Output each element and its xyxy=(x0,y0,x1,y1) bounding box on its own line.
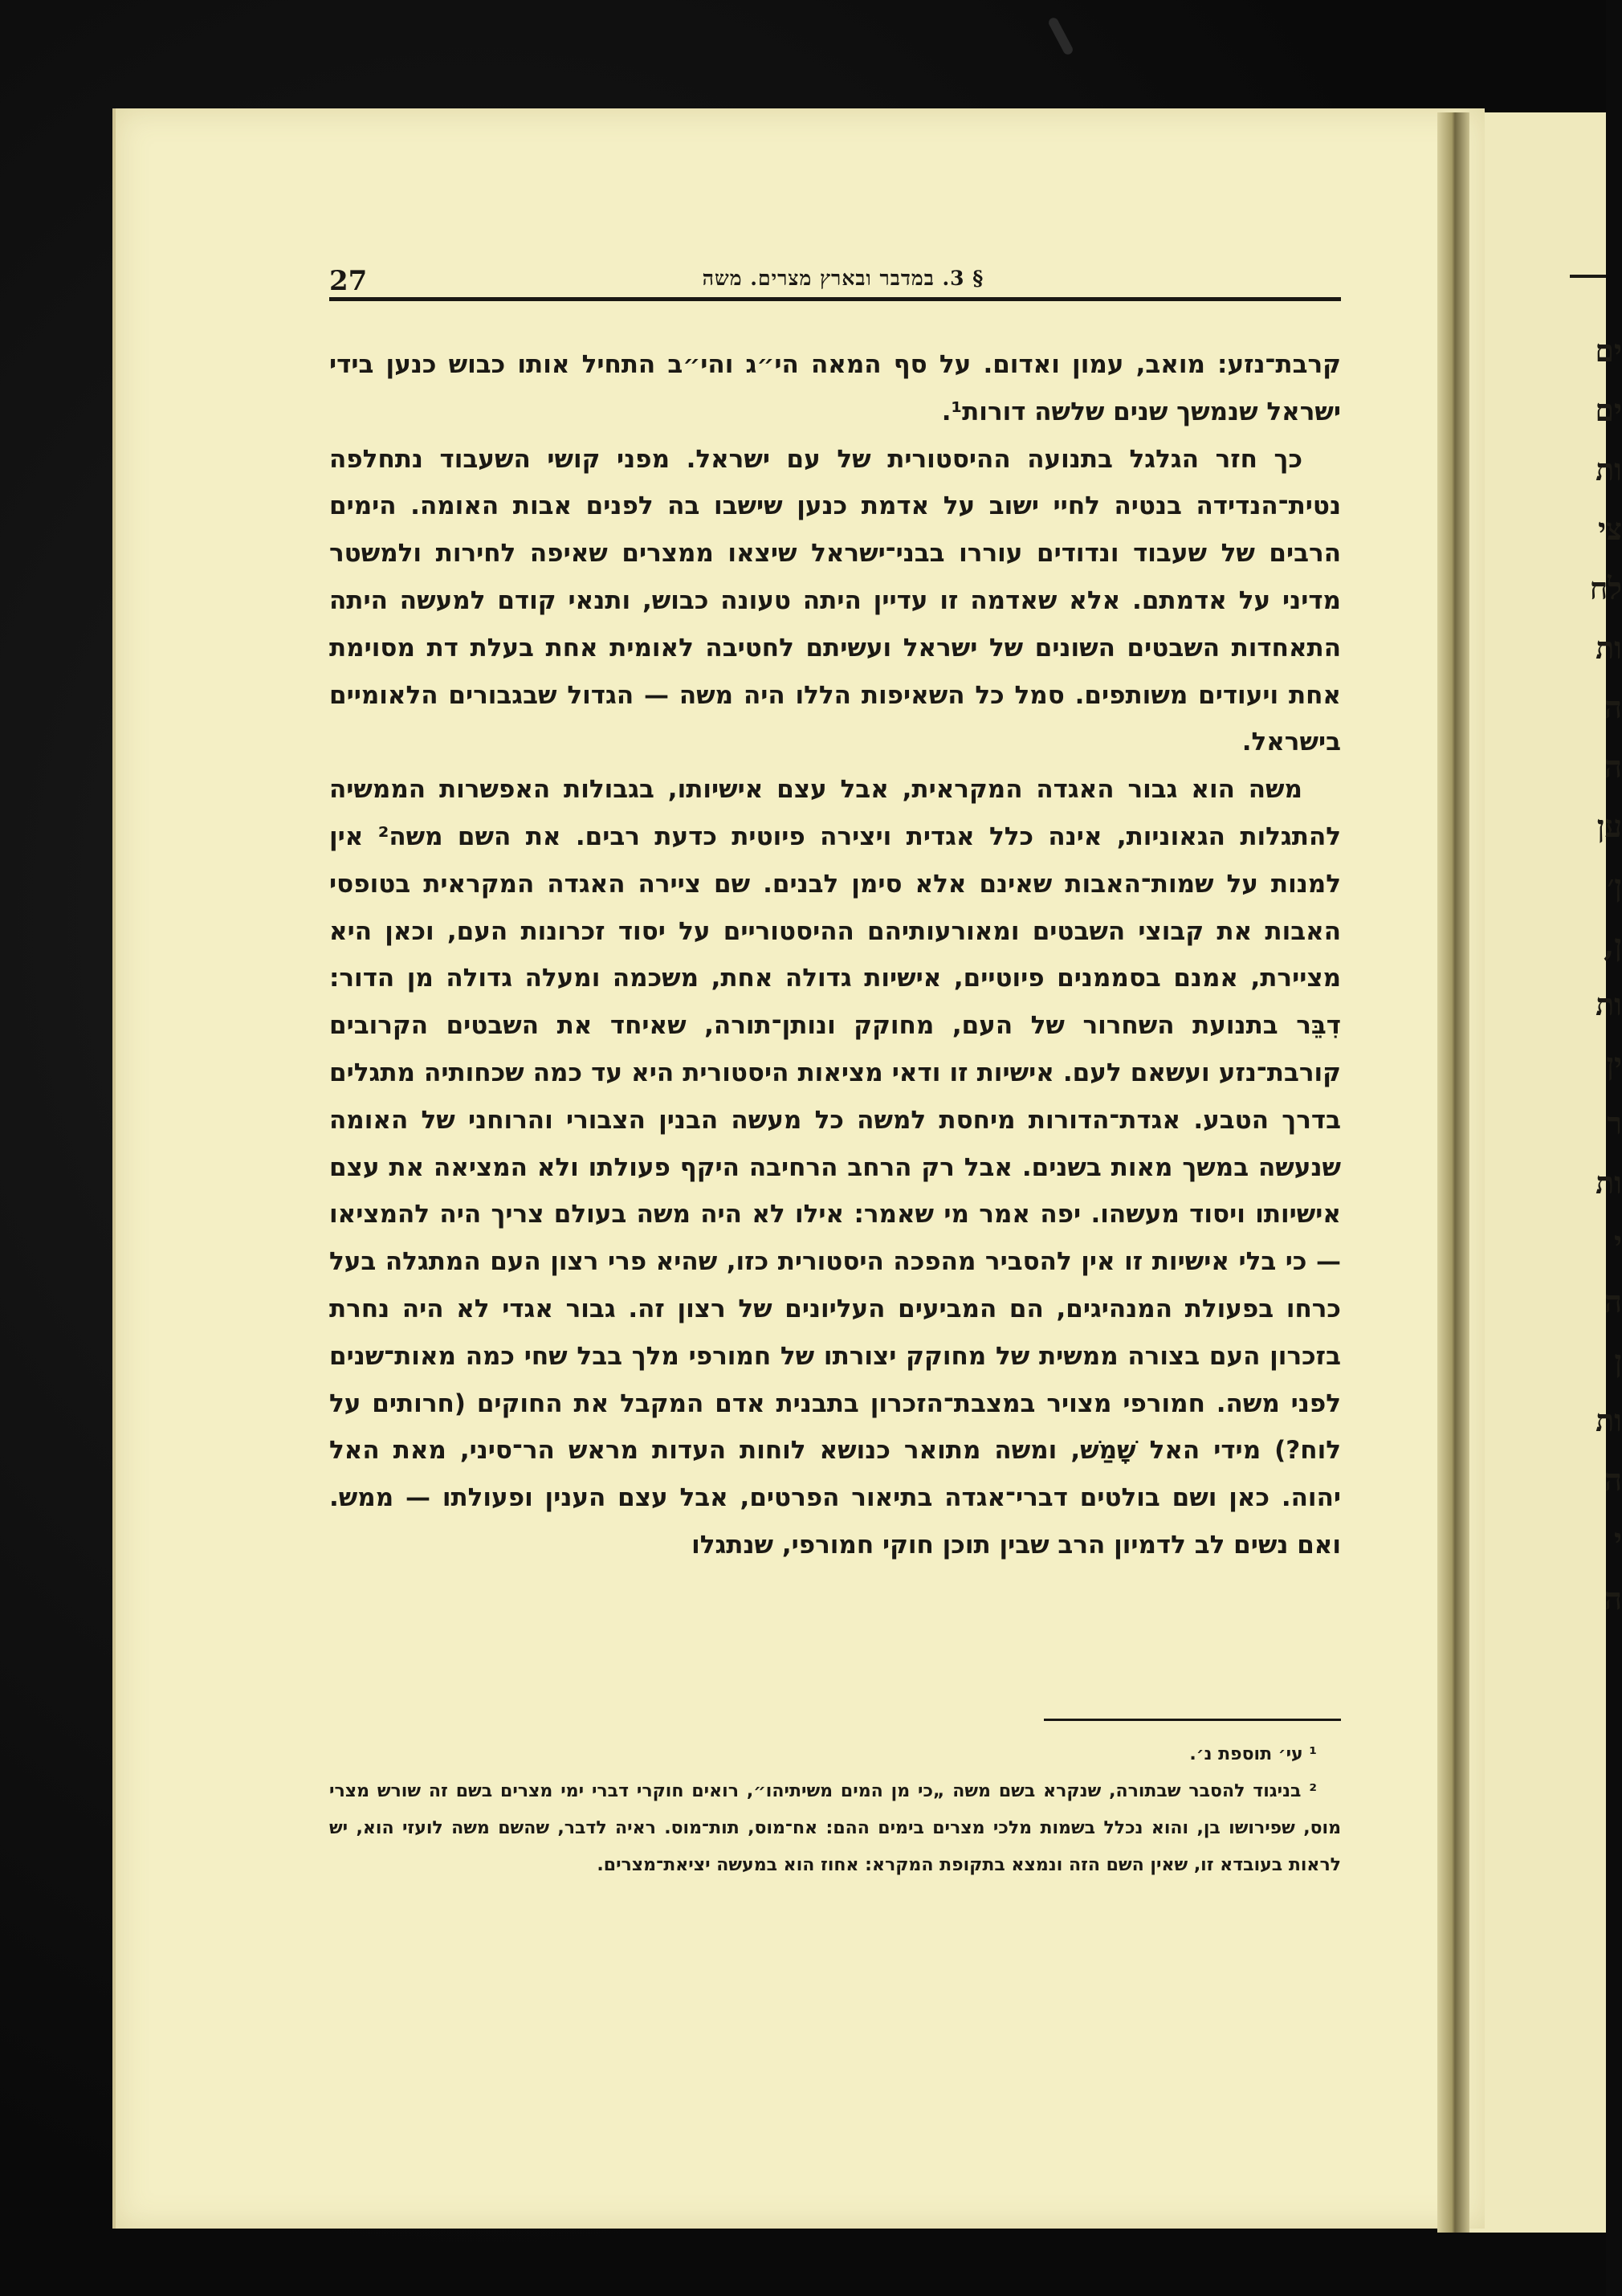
adjacent-page-fragment: י xyxy=(1614,1224,1622,1260)
adjacent-page-header-rule xyxy=(1570,275,1606,278)
adjacent-page-fragment: ות xyxy=(1596,1164,1622,1201)
adjacent-page-fragment: ה xyxy=(1604,1580,1622,1617)
footnote-rule xyxy=(1044,1719,1341,1721)
footnote: ² בניגוד להסבר שבתורה, שנקרא בשם משה „כי מן המים משיתיהו״, רואים חוקרי דברי ימי מצרים בשם זה שורש מצרי מוס, שפירושו בן, והוא נכלל בשמות מלכי מצרים בימים ההם: אח־מוס, תות־מוס. ראיה לדבר, שהשם משה לועזי הוא, יש לראות בעובדא זו, שאין השם הזה ונמצא בתקופת המקרא: אחוז הוא במעשה יציאת־מצרים. xyxy=(329,1781,1341,1875)
footnote: ¹ עי׳ תוספת נ׳. xyxy=(1189,1744,1317,1764)
paragraph: קרבת־נזע: מואב, עמון ואדום. על סף המאה הי״ג והי״ב התחיל אותו כבוש כנען בידי ישראל שנמשך שנים שלשה דורות¹. xyxy=(329,350,1341,426)
header-rule xyxy=(329,297,1341,301)
paragraph: משה הוא גבור האגדה המקראית, אבל עצם אישיותו, בגבולות האפשרות הממשיה להתגלות הגאוניות, אינה כלל אגדית ויצירה פיוטית כדעת רבים. את השם משה² אין למנות על שמות־האבות שאינם אלא סימן לבנים. שם ציירה האגדה המקראית בטופסי האבות את קבוצי השבטים ומאורעותיהם ההיסטוריים על יסוד זכרונות העם, וכאן היא מציירת, אמנם בסממנים פיוטיים, אישיות גדולה אחת, משכמה ומעלה גדולה מן הדור: דִבֵּר בתנועת השחרור של העם, מחוקק ונותן־תורה, שאיחד את השבטים הקרובים קורבת־נזע ועשאם לעם. אישיות זו ודאי מציאות היסטורית היא עד כמה שכחותיה מתגלים בדרך הטבע. אגדת־הדורות מיחסת למשה כל מעשה הבנין הצבורי והרוחני של האומה שנעשה במשך מאות בשנים. אבל רק הרחב הרחיבה היקף פעולתו ולא המציאה את עצם אישיותו ויסוד מעשהו. יפה אמר מי שאמר: אילו לא היה משה בעולם צריך היה להמציאו — כי בלי אישיות זו אין להסביר מהפכה היסטורית כזו, שהיא פרי רצון העם המתגלה בעל כרחו בפעולת המנהיגים, הם המביעים העליונים של רצון זה. גבור אגדי לא היה נחרת בזכרון העם בצורה ממשית של מחוקק יצורתו של חמורפי מלך בבל שחי כמה מאות־שנים לפני משה. חמורפי מצויר במצבת־הזכרון בתבנית אדם המקבל את החוקים (חרותים על לוח?) מידי האל שָׁמַשׁ, ומשה מתואר כנושא לוחות העדות מראש הר־סיני, מאת האל יהוה. כאן ושם בולטים דברי־אגדה בתיאור הפרטים, אבל עצם הענין ופעולתו — ממש. ואם נשים לב לדמיון הרב שבין תוכן חוקי חמורפי, שנתגלו xyxy=(329,775,1341,1560)
adjacent-page-fragment: ן׳ xyxy=(1607,867,1622,903)
adjacent-page-fragment: ה xyxy=(1604,689,1622,725)
adjacent-page-fragment: ר xyxy=(1607,1105,1622,1141)
adjacent-page-text xyxy=(1574,321,1622,1629)
adjacent-page-fragment: ות xyxy=(1596,986,1622,1022)
adjacent-page-fragment: ין xyxy=(1606,1046,1622,1082)
adjacent-page-fragment: צי xyxy=(1598,511,1622,547)
adjacent-page-fragment: ען xyxy=(1596,808,1622,844)
adjacent-page-fragment: לח xyxy=(1589,570,1622,606)
running-head: § 3. במדבר ובארץ מצרים. משה xyxy=(702,267,984,290)
adjacent-page-fragment: ות xyxy=(1596,451,1622,487)
adjacent-page-fragment: ן, xyxy=(1604,927,1622,963)
adjacent-page-fragment: ים xyxy=(1595,332,1622,369)
adjacent-page-fragment: ה xyxy=(1604,748,1622,785)
paragraph: כך חזר הגלגל בתנועה ההיסטורית של עם ישראל. מפני קושי השעבוד נתחלפה נטית־הנדידה בנטיה לחיי ישוב על אדמת כנען שישבו בה לפנים אבות האומה. הימים הרבים של שעבוד ונדודים עוררו בבני־ישראל שיצאו ממצרים שאיפה לחירות ולמשטר מדיני על אדמתם. אלא שאדמה זו עדיין היתה טעונה כבוש, ותנאי קודם למעשה היתה התאחדות השבטים השונים של ישראל ועשיתם לחטיבה לאומית אחת בעלת דת מסוימת אחת ויעודים משותפים. סמל כל השאיפות הללו היה משה — הגדול שבגבורים הלאומיים בישראל. xyxy=(329,444,1341,757)
book-gutter xyxy=(1437,112,1469,2233)
adjacent-page-fragment: ה xyxy=(1604,1283,1622,1319)
footnotes xyxy=(329,1736,1341,1884)
adjacent-page-fragment: ן xyxy=(1614,1343,1622,1379)
adjacent-page-fragment: ה xyxy=(1604,1462,1622,1498)
adjacent-page-fragment: ות xyxy=(1596,1402,1622,1438)
adjacent-page-fragment: י xyxy=(1614,1521,1622,1557)
page-number: 27 xyxy=(329,265,368,297)
adjacent-page-fragment: ים xyxy=(1595,392,1622,428)
adjacent-page-fragment: ות xyxy=(1596,630,1622,666)
main-text xyxy=(329,341,1341,1569)
